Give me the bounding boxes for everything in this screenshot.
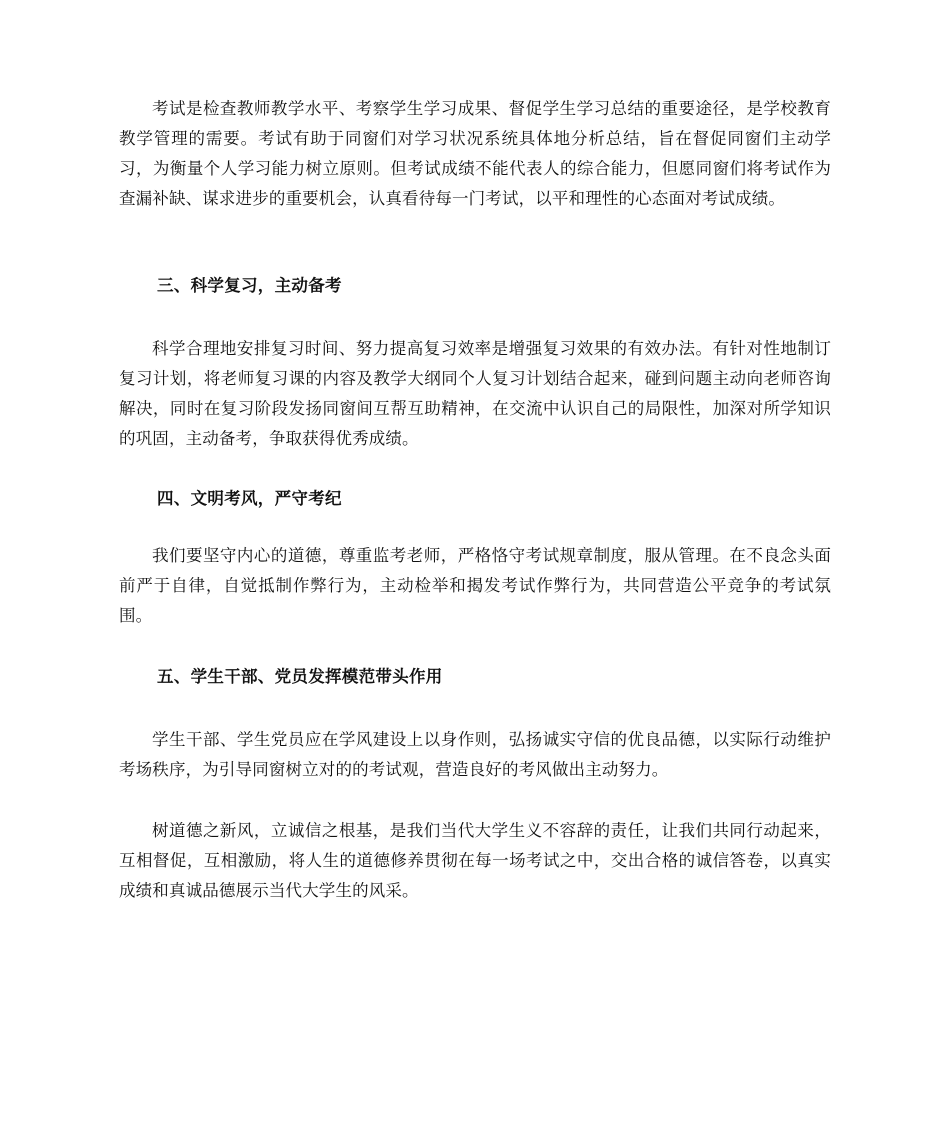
section-heading-5: 五、学生干部、党员发挥模范带头作用 (157, 667, 443, 686)
paragraph-conclusion: 树道德之新风，立诚信之根基，是我们当代大学生义不容辞的责任，让我们共同行动起来，互相督促，互相激励，将人生的道德修养贯彻在每一场考试之中，交出合格的诚信答卷，以真实成绩和真诚品德展示当代大学生的风采。 (119, 821, 831, 900)
section-heading-4: 四、文明考风，严守考纪 (157, 489, 342, 508)
paragraph-exam-discipline: 我们要坚守内心的道德，尊重监考老师，严格恪守考试规章制度，服从管理。在不良念头面前严于自律，自觉抵制作弊行为，主动检举和揭发考试作弊行为，共同营造公平竞争的考试氛围。 (119, 546, 831, 625)
paragraph-exam-purpose: 考试是检查教师教学水平、考察学生学习成果、督促学生学习总结的重要途径，是学校教育教学管理的需要。考试有助于同窗们对学习状况系统具体地分析总结，旨在督促同窗们主动学习，为衡量个人学习能力树立原则。但考试成绩不能代表人的综合能力，但愿同窗们将考试作为查漏补缺、谋求进步的重要机会，认真看待每一门考试，以平和理性的心态面对考试成绩。 (119, 99, 831, 208)
paragraph-student-leaders: 学生干部、学生党员应在学风建设上以身作则，弘扬诚实守信的优良品德，以实际行动维护考场秩序，为引导同窗树立对的的考试观，营造良好的考风做出主动努力。 (119, 730, 831, 779)
paragraph-review-plan: 科学合理地安排复习时间、努力提高复习效率是增强复习效果的有效办法。有针对性地制订复习计划，将老师复习课的内容及教学大纲同个人复习计划结合起来，碰到问题主动向老师咨询解决，同时在复习阶段发扬同窗间互帮互助精神，在交流中认识自己的局限性，加深对所学知识的巩固，主动备考，争取获得优秀成绩。 (119, 339, 831, 448)
section-heading-3: 三、科学复习，主动备考 (157, 276, 342, 295)
